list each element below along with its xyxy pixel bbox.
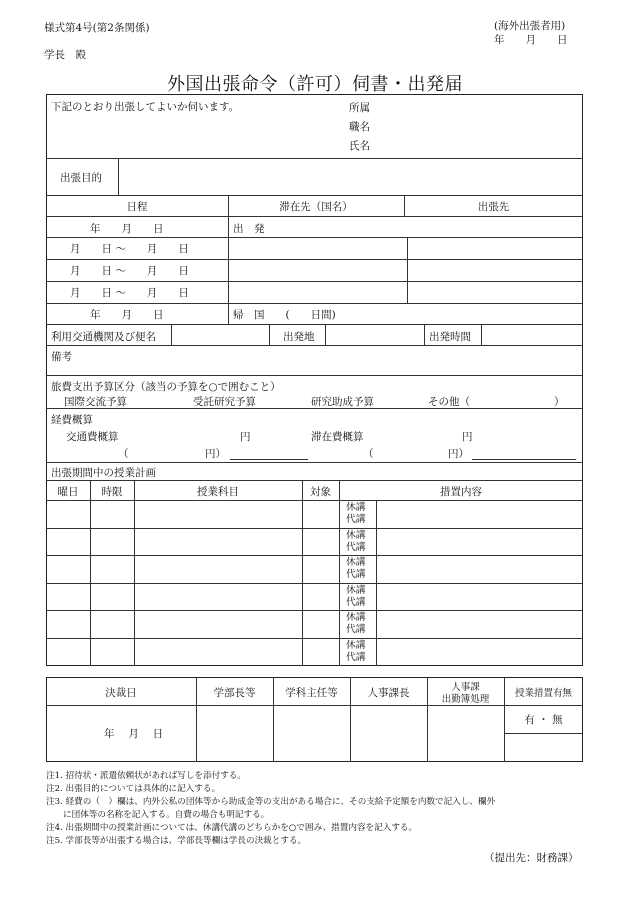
range-row: 月 日 ～ 月 日 xyxy=(70,265,189,277)
budget-option: 研究助成予算 xyxy=(311,396,374,408)
divider xyxy=(46,528,583,529)
daiko-option: 代講 xyxy=(346,652,366,663)
paren-yen: 円） xyxy=(205,448,226,460)
daiko-option: 代講 xyxy=(346,569,366,581)
col-weekday: 曜日 xyxy=(57,486,79,498)
dean-header: 学部長等 xyxy=(213,687,256,699)
daiko-option: 代講 xyxy=(346,541,366,553)
note: に団体等の名称を記入する。自費の場合も明記する。 xyxy=(63,810,270,820)
approval-date-header: 決裁日 xyxy=(105,687,137,699)
kyuko-option: 休講 xyxy=(346,502,366,513)
divider xyxy=(302,480,303,666)
divider xyxy=(404,195,405,216)
budget-label: 旅費支出予算区分（該当の予算を○で囲むこと） xyxy=(51,381,281,393)
divider xyxy=(46,195,583,196)
hr-division-header: 人事課 xyxy=(451,682,480,693)
submit-to: （提出先：財務課） xyxy=(484,852,579,864)
divider xyxy=(46,705,583,706)
divider xyxy=(46,462,583,463)
divider xyxy=(46,480,583,481)
affiliation-label: 所属 xyxy=(349,102,370,114)
class-action-header: 授業措置有無 xyxy=(514,688,572,699)
budget-option: その他（ xyxy=(428,396,470,408)
divider xyxy=(134,480,135,666)
form-number: 様式第4号(第2条関係) xyxy=(44,22,150,34)
departure-time-label: 出発時間 xyxy=(429,331,471,343)
remarks-label: 備考 xyxy=(51,351,72,363)
addressee: 学長 殿 xyxy=(44,49,86,61)
return-date: 年 月 日 xyxy=(90,309,164,321)
divider xyxy=(46,375,583,376)
divider xyxy=(90,480,91,666)
page-title: 外国出張命令（許可）伺書・出発届 xyxy=(167,74,463,95)
divider xyxy=(504,733,583,734)
divider xyxy=(46,408,583,409)
depart-label: 出 発 xyxy=(233,223,265,235)
divider xyxy=(46,216,583,217)
yen-unit: 円 xyxy=(240,431,251,443)
approval-date-line: 年 月 日 xyxy=(104,728,164,740)
col-subject: 授業科目 xyxy=(197,486,239,498)
class-plan-label: 出張期間中の授業計画 xyxy=(51,467,156,479)
note: 注5. 学部長等が出張する場合は、学部長等欄は学長の決裁とする。 xyxy=(46,836,307,846)
yen-unit: 円 xyxy=(462,431,473,443)
departure-place-label: 出発地 xyxy=(283,331,315,343)
note: 注4. 出張期間中の授業計画については、休講代講のどちらかを○で囲み、措置内容を記入する。 xyxy=(46,823,418,833)
paren-yen: 円） xyxy=(448,448,469,460)
paren-open: （ xyxy=(363,448,374,460)
divider xyxy=(46,345,583,346)
stay-estimate-label: 滞在費概算 xyxy=(311,431,364,443)
col-stay: 滞在先（国名） xyxy=(279,201,353,213)
yes-no: 有 ・ 無 xyxy=(524,714,563,726)
budget-option: 受託研究予算 xyxy=(193,396,256,408)
daiko-option: 代講 xyxy=(346,596,366,608)
col-target: 対象 xyxy=(310,486,331,498)
dept-chair-header: 学科主任等 xyxy=(285,687,338,699)
daiko-option: 代講 xyxy=(346,514,366,525)
purpose-label: 出張目的 xyxy=(60,172,102,184)
hr-manager-header: 人事課長 xyxy=(367,687,410,699)
divider xyxy=(325,324,326,345)
divider xyxy=(46,324,583,325)
return-label: 帰 国 ( 日間) xyxy=(233,309,336,321)
divider xyxy=(339,480,340,666)
transport-label: 利用交通機関及び便名 xyxy=(51,331,156,343)
request-statement: 下記のとおり出張してよいか伺います。 xyxy=(51,101,240,113)
underline xyxy=(230,459,308,460)
divider xyxy=(228,195,229,324)
underline xyxy=(472,459,576,460)
header-date: 年 月 日 xyxy=(494,34,568,46)
kyuko-option: 休講 xyxy=(346,584,366,596)
kyuko-option: 休講 xyxy=(346,640,366,651)
divider xyxy=(481,324,482,345)
estimate-label: 経費概算 xyxy=(51,414,93,426)
divider xyxy=(46,237,583,238)
note: 注2. 出張目的については具体的に記入する。 xyxy=(46,784,221,794)
attendance-header: 出勤簿処理 xyxy=(441,694,490,705)
col-period: 時限 xyxy=(101,486,123,498)
divider xyxy=(424,324,425,345)
note: 注3. 経費の（ ）欄は、内外公私の団体等から助成金等の支出がある場合に、その支給予定額を内数で記入し、欄外 xyxy=(46,797,496,807)
divider xyxy=(171,324,172,345)
kyuko-option: 休講 xyxy=(346,529,366,541)
name-label: 氏名 xyxy=(349,140,370,152)
divider xyxy=(118,158,119,195)
paren-open: （ xyxy=(118,448,129,460)
divider xyxy=(46,583,583,584)
depart-date: 年 月 日 xyxy=(90,223,164,235)
col-destination: 出張先 xyxy=(477,201,510,213)
divider xyxy=(407,237,408,303)
budget-close-paren: ） xyxy=(554,396,565,408)
note: 注1. 招待状・派遣依頼状があれば写しを添付する。 xyxy=(46,771,246,781)
col-schedule: 日程 xyxy=(126,201,148,213)
divider xyxy=(46,638,583,639)
budget-option: 国際交流予算 xyxy=(64,396,127,408)
divider xyxy=(376,500,377,666)
divider xyxy=(46,158,583,159)
range-row: 月 日 ～ 月 日 xyxy=(70,243,189,255)
divider xyxy=(46,281,583,282)
divider xyxy=(46,500,583,501)
position-label: 職名 xyxy=(349,121,370,133)
kyuko-option: 休講 xyxy=(346,557,366,569)
transport-estimate-label: 交通費概算 xyxy=(66,431,119,443)
kyuko-option: 休講 xyxy=(346,612,366,624)
daiko-option: 代講 xyxy=(346,624,366,636)
divider xyxy=(46,303,583,304)
col-measures: 措置内容 xyxy=(440,486,482,498)
divider xyxy=(46,610,583,611)
divider xyxy=(46,259,583,260)
divider xyxy=(269,324,270,345)
range-row: 月 日 ～ 月 日 xyxy=(70,287,189,299)
form-type: (海外出張者用) xyxy=(494,20,566,32)
divider xyxy=(46,555,583,556)
